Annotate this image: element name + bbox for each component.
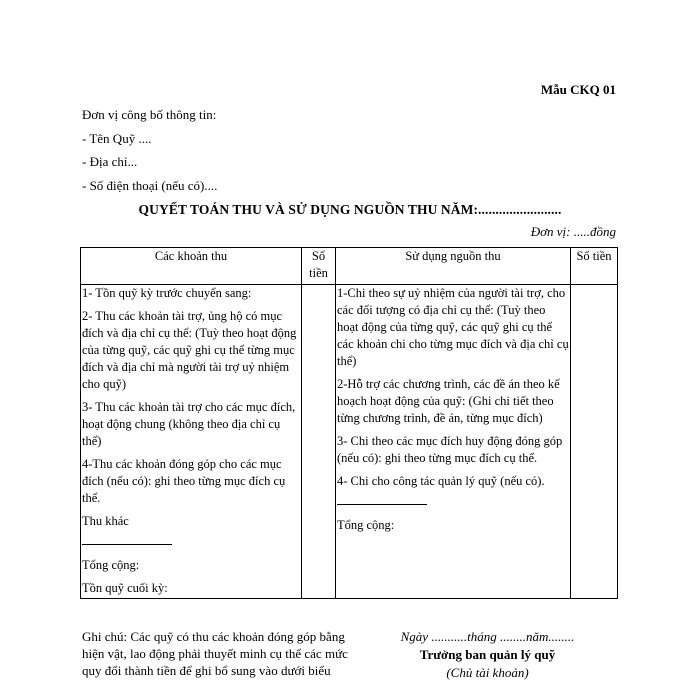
usage-cell	[336, 285, 571, 599]
income-cell	[81, 285, 302, 599]
signature-date: Ngày ...........tháng ........năm........	[400, 629, 575, 644]
income-item: 2- Thu các khoản tài trợ, ủng hộ có mục đích và địa chỉ cụ thể: (Tuỳ theo hoạt động của từng quỹ, các quỹ ghi cụ thể từng mục đích và địa chỉ mà người tài trợ uỷ nhiệm cho quỹ)	[82, 309, 297, 391]
income-item: 1- Tồn quỹ kỳ trước chuyển sang:	[82, 286, 252, 300]
separator-line	[337, 496, 427, 505]
usage-amount-cell	[571, 285, 618, 599]
income-end-balance: Tồn quỹ cuối kỳ:	[82, 581, 168, 595]
income-amount-cell	[302, 285, 336, 599]
table-header-row	[81, 248, 618, 285]
income-total: Tổng cộng:	[82, 558, 140, 572]
signature-role: Trưởng ban quản lý quỹ	[419, 647, 556, 662]
income-item: 4-Thu các khoản đóng góp cho các mục đích (nếu có): ghi theo từng mục đích cụ thể.	[82, 457, 286, 505]
document-title: QUYẾT TOÁN THU VÀ SỬ DỤNG NGUỒN THU NĂM:........................	[138, 202, 562, 217]
income-item: 3- Thu các khoản tài trợ cho các mục đích, hoạt động chung (không theo địa chỉ cụ thể)	[82, 400, 296, 448]
header-amount-usage: Số tiền	[571, 248, 618, 285]
usage-total: Tổng cộng:	[337, 518, 395, 532]
header-usage: Sử dụng nguồn thu	[336, 248, 571, 285]
form-code: Mẫu CKQ 01	[540, 82, 616, 97]
publisher-heading: Đơn vị công bố thông tin:	[82, 107, 217, 122]
usage-item: 3- Chi theo các mục đích huy động đóng góp (nếu có): ghi theo từng mục đích cụ thể.	[337, 434, 563, 465]
header-amount-income: Số tiền	[302, 248, 336, 285]
signature-role-sub: (Chủ tài khoản)	[446, 665, 529, 680]
separator-line	[82, 536, 172, 545]
usage-item: 1-Chi theo sự uỷ nhiệm của người tài trợ, cho các đối tượng có địa chỉ cụ thể: (Tuỳ theo hoạt động của từng quỹ, các quỹ ghi cụ thể các khoản chi cho từng mục đích và địa chỉ cụ thể)	[337, 286, 569, 368]
usage-item: 2-Hỗ trợ các chương trình, các đề án theo kế hoạch hoạt động của quỹ: (Ghi chi tiết theo từng chương trình, đề án, từng mục đích)	[337, 377, 560, 425]
usage-item: 4- Chi cho công tác quản lý quỹ (nếu có).	[337, 474, 545, 488]
table-body-row	[81, 285, 618, 599]
header-income: Các khoản thu	[81, 248, 302, 285]
publisher-address: - Địa chỉ...	[82, 154, 138, 169]
footnote: Ghi chú: Các quỹ có thu các khoản đóng góp bằng hiện vật, lao động phải thuyết minh cụ thể các mức quy đổi thành tiền để ghi bổ sung vào dưới biểu	[82, 629, 348, 678]
publisher-fund-name: - Tên Quỹ ....	[82, 131, 152, 146]
income-item: Thu khác	[82, 514, 129, 528]
signature-block	[360, 628, 615, 682]
publisher-phone: - Số điện thoại (nếu có)....	[82, 178, 218, 193]
currency-unit: Đơn vị: .....đồng	[530, 224, 616, 239]
settlement-table	[80, 247, 618, 599]
